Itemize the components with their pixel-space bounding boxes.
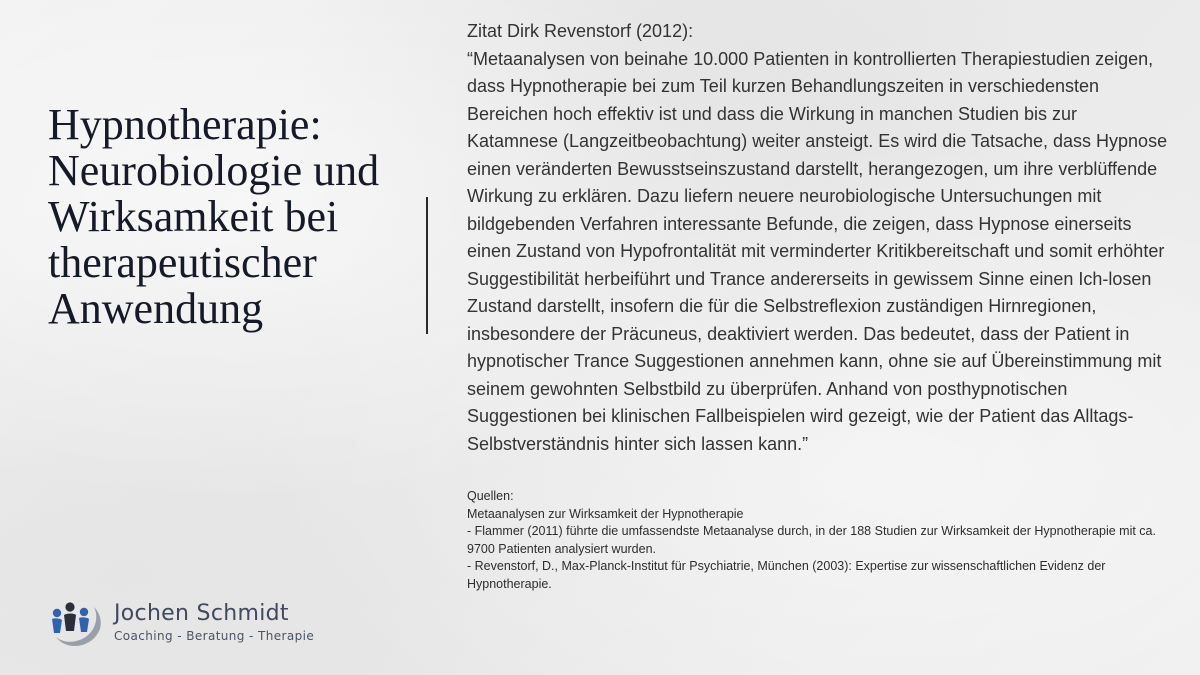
page-title: Hypnotherapie: Neurobiologie und Wirksamkeit bei therapeutischer Anwendung bbox=[48, 100, 380, 333]
citation-quote: “Metaanalysen von beinahe 10.000 Patienten in kontrollierten Therapiestudien zeigen, dass Hypnotherapie bei zum Teil kurzen Behandlungszeiten in verschiedensten Bereichen hoch effektiv ist und dass die Wirkung in manchen Studien bis zur Katamnese (Langzeitbeobachtung) weiter ansteigt. Es wird die Tatsache, dass Hypnose einen veränderten Bewusstseinszustand darstellt, herangezogen, um ihre verblüffende Wirkung zu erklären. Dazu liefern neuere neurobiologische Untersuchungen mit bildgebenden Verfahren interessante Befunde, die zeigen, dass Hypnose einerseits einen Zustand von Hypofrontalität mit verminderter Kritikbereitschaft und somit erhöhter Suggestibilität herbeiführt und Trance andererseits in gewissem Sinne einen Ich-losen Zustand darstellt, insofern die für die Selbstreflexion zuständigen Hirnregionen, insbesondere der Präcuneus, deaktiviert werden. Das bedeutet, dass der Patient in hypnotischer Trance Suggestionen annehmen kann, ohne sie auf Übereinstimmung mit seinem gewohnten Selbstbild zu überprüfen. Anhand von posthypnotischen Suggestionen bei klinischen Fallbeispielen wird gezeigt, wie der Patient das Alltags-Selbstverständnis hinter sich lassen kann.” bbox=[467, 48, 1168, 454]
citation-block bbox=[467, 18, 1173, 593]
source-line: - Revenstorf, D., Max-Planck-Institut für Psychiatrie, München (2003): Expertise zur wissenschaftlichen Evidenz der Hypnotherapie. bbox=[467, 559, 1106, 591]
sources-heading: Quellen: bbox=[467, 489, 514, 503]
citation-heading: Zitat Dirk Revenstorf (2012): bbox=[467, 21, 694, 41]
source-line: Metaanalysen zur Wirksamkeit der Hypnotherapie bbox=[467, 506, 744, 521]
vertical-divider bbox=[426, 197, 428, 334]
source-line: - Flammer (2011) führte die umfassendste Metaanalyse durch, in der 188 Studien zur Wirksamkeit der Hypnotherapie mit ca. 9700 Patienten analysiert wurden. bbox=[467, 524, 1156, 556]
brand-name: Jochen Schmidt bbox=[114, 601, 289, 626]
sources-block bbox=[467, 488, 1173, 593]
logo-mark-icon bbox=[48, 597, 104, 649]
brand-tagline: Coaching - Beratung - Therapie bbox=[114, 629, 315, 643]
brand-logo bbox=[48, 597, 348, 649]
